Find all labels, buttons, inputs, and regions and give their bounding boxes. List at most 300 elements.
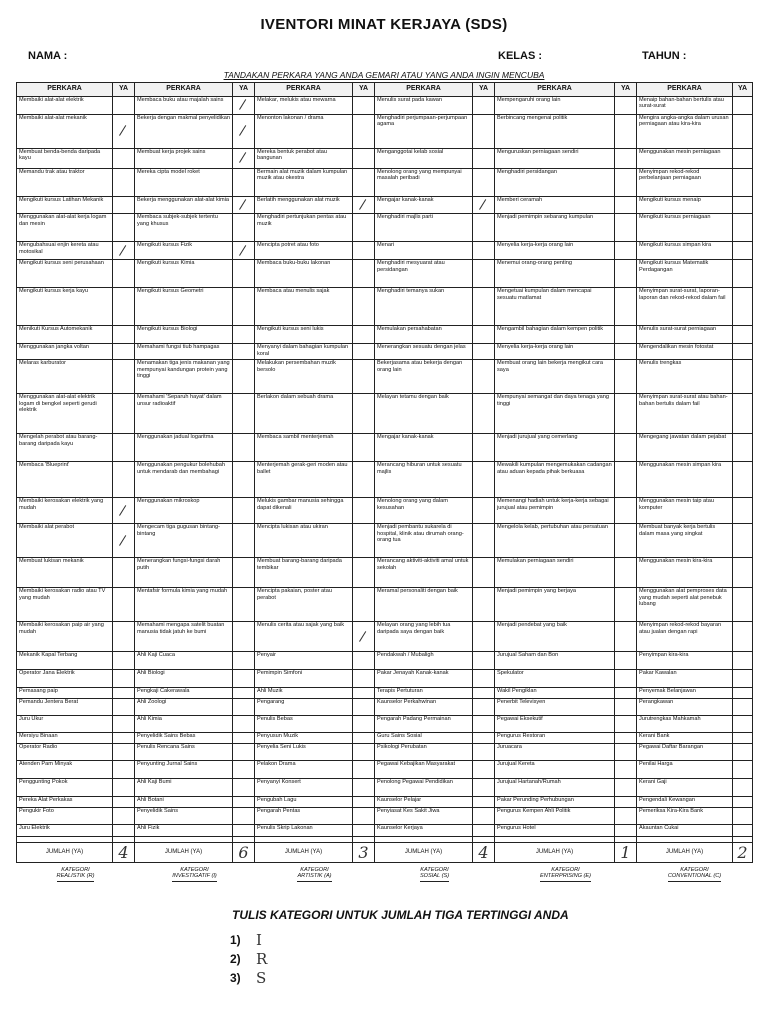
item-text: Mengikuti kursus menaip xyxy=(637,197,733,214)
ya-checkbox[interactable] xyxy=(233,169,255,197)
ya-checkbox[interactable] xyxy=(473,462,495,498)
ya-checkbox[interactable] xyxy=(233,808,255,825)
item-text: Mengikuti kursus Fizik xyxy=(135,242,233,260)
ya-checkbox[interactable] xyxy=(473,670,495,688)
ya-checkbox[interactable] xyxy=(615,260,637,288)
ya-checkbox[interactable] xyxy=(113,744,135,761)
item-text: Terapis Pertuturan xyxy=(375,688,473,699)
ya-checkbox[interactable] xyxy=(615,652,637,670)
item-text: Membaiki kerosakan elektrik yang mudah xyxy=(17,498,113,524)
ya-checkbox[interactable] xyxy=(353,761,375,779)
table-row xyxy=(17,214,753,242)
ya-checkbox[interactable] xyxy=(615,197,637,214)
item-text: Penyair xyxy=(255,652,353,670)
ya-checkbox[interactable] xyxy=(733,652,753,670)
ya-checkbox[interactable] xyxy=(733,744,753,761)
ya-checkbox[interactable] xyxy=(615,622,637,652)
ya-checkbox[interactable] xyxy=(353,115,375,149)
item-text: Mencipta lukisan atau ukiran xyxy=(255,524,353,558)
ya-checkbox[interactable] xyxy=(615,149,637,169)
ya-checkbox[interactable] xyxy=(353,652,375,670)
ya-checkbox[interactable] xyxy=(733,97,753,115)
item-text: Mempengaruhi orang lain xyxy=(495,97,615,115)
item-text: Mengecam tiga gugusan bintang-bintang xyxy=(135,524,233,558)
ya-checkbox[interactable] xyxy=(473,622,495,652)
ya-checkbox[interactable] xyxy=(113,115,135,149)
ya-checkbox[interactable] xyxy=(615,97,637,115)
item-text: Memahami fungsi tiub hampagas xyxy=(135,344,233,360)
ya-checkbox[interactable] xyxy=(733,260,753,288)
category-label: KATEGORI ARTISTIK (A) xyxy=(255,863,375,885)
answer-number: 2) xyxy=(230,951,241,966)
ya-checkbox[interactable] xyxy=(733,779,753,797)
ya-checkbox[interactable] xyxy=(733,115,753,149)
ya-checkbox[interactable] xyxy=(113,670,135,688)
ya-checkbox[interactable] xyxy=(615,797,637,808)
ya-checkbox[interactable] xyxy=(353,326,375,344)
ya-checkbox[interactable] xyxy=(353,688,375,699)
ya-checkbox[interactable] xyxy=(353,169,375,197)
item-text: Menghadiri perjumpaan-perjumpaan agama xyxy=(375,115,473,149)
ya-checkbox[interactable] xyxy=(615,744,637,761)
ya-checkbox[interactable] xyxy=(233,761,255,779)
ya-checkbox[interactable] xyxy=(615,434,637,462)
item-text: Mengajar kanak-kanak xyxy=(375,434,473,462)
item-text: Berlakon dalam sebuah drama xyxy=(255,394,353,434)
ya-checkbox[interactable] xyxy=(113,149,135,169)
ya-checkbox[interactable] xyxy=(233,733,255,744)
item-text: Memulakan perniagaan sendiri xyxy=(495,558,615,588)
category-label: KATEGORI REALISTIK (R) xyxy=(17,863,135,885)
ya-checkbox[interactable] xyxy=(615,498,637,524)
ya-checkbox[interactable] xyxy=(233,197,255,214)
ya-checkbox[interactable] xyxy=(733,288,753,326)
item-text: Ahli Kaji Bumi xyxy=(135,779,233,797)
ya-checkbox[interactable] xyxy=(615,761,637,779)
item-text: Membaiki alat-alat mekanik xyxy=(17,115,113,149)
ya-checkbox[interactable] xyxy=(113,524,135,558)
item-text: Meramal personaliti dengan baik xyxy=(375,588,473,622)
item-text: Penyimpan kira-kira xyxy=(637,652,733,670)
ya-checkbox[interactable] xyxy=(473,434,495,462)
ya-checkbox[interactable] xyxy=(353,242,375,260)
ya-checkbox[interactable] xyxy=(233,242,255,260)
ya-checkbox[interactable] xyxy=(353,524,375,558)
ya-checkbox[interactable] xyxy=(615,344,637,360)
item-text: Pegawai Daftar Barangan xyxy=(637,744,733,761)
ya-checkbox[interactable] xyxy=(233,779,255,797)
ya-checkbox[interactable] xyxy=(233,688,255,699)
ya-checkbox[interactable] xyxy=(233,214,255,242)
table-row xyxy=(17,288,753,326)
item-text: Pemeriksa Kira-Kira Bank xyxy=(637,808,733,825)
ya-checkbox[interactable] xyxy=(473,344,495,360)
ya-checkbox[interactable] xyxy=(615,169,637,197)
ya-checkbox[interactable] xyxy=(473,360,495,394)
ya-checkbox[interactable] xyxy=(733,462,753,498)
ya-checkbox[interactable] xyxy=(733,524,753,558)
item-text: Melayan orang yang lebih tua daripada saya dengan baik xyxy=(375,622,473,652)
ya-checkbox[interactable] xyxy=(233,360,255,394)
item-text: Jurujual Saham dan Bon xyxy=(495,652,615,670)
ya-checkbox[interactable] xyxy=(233,744,255,761)
item-text: Mekanik Kapal Terbang xyxy=(17,652,113,670)
ya-checkbox[interactable] xyxy=(233,344,255,360)
ya-checkbox[interactable] xyxy=(113,797,135,808)
table-row xyxy=(17,652,753,670)
item-text: Melayan tetamu dengan baik xyxy=(375,394,473,434)
ya-checkbox[interactable] xyxy=(233,498,255,524)
ya-checkbox[interactable] xyxy=(615,808,637,825)
ya-checkbox[interactable] xyxy=(353,825,375,837)
item-text: Menjadi pemimpin sebarang kumpulan xyxy=(495,214,615,242)
ya-checkbox[interactable] xyxy=(733,670,753,688)
ya-checkbox[interactable] xyxy=(353,733,375,744)
table-row xyxy=(17,808,753,825)
ya-checkbox[interactable] xyxy=(113,652,135,670)
ya-checkbox[interactable] xyxy=(615,394,637,434)
item-text: Menjadi jurujual yang cemerlang xyxy=(495,434,615,462)
ya-checkbox[interactable] xyxy=(615,462,637,498)
ya-checkbox[interactable] xyxy=(615,115,637,149)
ya-checkbox[interactable] xyxy=(473,260,495,288)
ya-checkbox[interactable] xyxy=(353,260,375,288)
item-text: Operator Radio xyxy=(17,744,113,761)
ya-checkbox[interactable] xyxy=(233,462,255,498)
item-text: Menikuti Kursus Automekanik xyxy=(17,326,113,344)
answer-line[interactable] xyxy=(230,968,267,987)
header-perkara: PERKARA xyxy=(255,83,353,97)
sum-value[interactable]: 3 xyxy=(353,843,375,863)
item-text: Merancang hiburan untuk sesuatu majlis xyxy=(375,462,473,498)
ya-checkbox[interactable] xyxy=(233,394,255,434)
ya-checkbox[interactable] xyxy=(353,360,375,394)
item-text: Memahami 'Separuh hayat' dalam unsur radioaktif xyxy=(135,394,233,434)
ya-checkbox[interactable] xyxy=(733,688,753,699)
tick-mark-icon xyxy=(119,125,128,137)
ya-checkbox[interactable] xyxy=(615,558,637,588)
item-text: Ahli Botani xyxy=(135,797,233,808)
ya-checkbox[interactable] xyxy=(353,288,375,326)
ya-checkbox[interactable] xyxy=(113,214,135,242)
ya-checkbox[interactable] xyxy=(733,360,753,394)
ya-checkbox[interactable] xyxy=(733,197,753,214)
sum-value[interactable]: 4 xyxy=(113,843,135,863)
ya-checkbox[interactable] xyxy=(733,733,753,744)
ya-checkbox[interactable] xyxy=(113,326,135,344)
ya-checkbox[interactable] xyxy=(353,97,375,115)
item-text: Pakar Perunding Perhubungan xyxy=(495,797,615,808)
sum-label: JUMLAH (YA) xyxy=(17,843,113,863)
sum-value[interactable]: 4 xyxy=(473,843,495,863)
tick-mark-icon xyxy=(359,199,368,211)
student-fields xyxy=(28,50,748,66)
ya-checkbox[interactable] xyxy=(615,214,637,242)
header-ya: YA xyxy=(233,83,255,97)
sum-value[interactable]: 2 xyxy=(733,843,753,863)
ya-checkbox[interactable] xyxy=(733,169,753,197)
tahun-label[interactable]: TAHUN : xyxy=(642,50,687,62)
ya-checkbox[interactable] xyxy=(733,716,753,733)
ya-checkbox[interactable] xyxy=(733,808,753,825)
item-text: Penyunting Jurnal Sains xyxy=(135,761,233,779)
ya-checkbox[interactable] xyxy=(473,97,495,115)
category-label: KATEGORI CONVENTIONAL (C) xyxy=(637,863,753,885)
item-text: Membuat banyak kerja bertulis dalam masa yang singkat xyxy=(637,524,733,558)
ya-checkbox[interactable] xyxy=(113,344,135,360)
item-text: Menyimpan rekod-rekod bayaran atau jualan dengan rapi xyxy=(637,622,733,652)
item-text: Menemui orang-orang penting xyxy=(495,260,615,288)
ya-checkbox[interactable] xyxy=(113,242,135,260)
ya-checkbox[interactable] xyxy=(113,260,135,288)
ya-checkbox[interactable] xyxy=(113,825,135,837)
item-text: Kaunselor Kerjaya xyxy=(375,825,473,837)
ya-checkbox[interactable] xyxy=(113,498,135,524)
kelas-label[interactable]: KELAS : xyxy=(498,50,542,62)
ya-checkbox[interactable] xyxy=(353,434,375,462)
ya-checkbox[interactable] xyxy=(353,779,375,797)
item-text: Menghadiri persidangan xyxy=(495,169,615,197)
ya-checkbox[interactable] xyxy=(473,524,495,558)
item-text: Atenden Pam Minyak xyxy=(17,761,113,779)
answer-number: 1) xyxy=(230,932,241,947)
ya-checkbox[interactable] xyxy=(113,360,135,394)
ya-checkbox[interactable] xyxy=(113,394,135,434)
item-text: Memulakan persahabatan xyxy=(375,326,473,344)
ya-checkbox[interactable] xyxy=(733,699,753,716)
ya-checkbox[interactable] xyxy=(233,524,255,558)
ya-checkbox[interactable] xyxy=(233,326,255,344)
ya-checkbox[interactable] xyxy=(113,197,135,214)
ya-checkbox[interactable] xyxy=(615,733,637,744)
ya-checkbox[interactable] xyxy=(473,688,495,699)
ya-checkbox[interactable] xyxy=(233,797,255,808)
ya-checkbox[interactable] xyxy=(733,149,753,169)
ya-checkbox[interactable] xyxy=(353,394,375,434)
ya-checkbox[interactable] xyxy=(233,652,255,670)
ya-checkbox[interactable] xyxy=(473,169,495,197)
ya-checkbox[interactable] xyxy=(353,699,375,716)
nama-label[interactable]: NAMA : xyxy=(28,50,68,62)
ya-checkbox[interactable] xyxy=(615,326,637,344)
ya-checkbox[interactable] xyxy=(113,733,135,744)
header-perkara: PERKARA xyxy=(637,83,733,97)
ya-checkbox[interactable] xyxy=(615,688,637,699)
ya-checkbox[interactable] xyxy=(113,779,135,797)
ya-checkbox[interactable] xyxy=(615,779,637,797)
table-row xyxy=(17,558,753,588)
ya-checkbox[interactable] xyxy=(233,115,255,149)
ya-checkbox[interactable] xyxy=(473,733,495,744)
ya-checkbox[interactable] xyxy=(353,622,375,652)
answer-line[interactable] xyxy=(230,930,267,949)
ya-checkbox[interactable] xyxy=(353,808,375,825)
ya-checkbox[interactable] xyxy=(113,716,135,733)
sum-value[interactable]: 6 xyxy=(233,843,255,863)
ya-checkbox[interactable] xyxy=(615,288,637,326)
ya-checkbox[interactable] xyxy=(353,558,375,588)
item-text: Ahli Biologi xyxy=(135,670,233,688)
item-text: Mengajar kanak-kanak xyxy=(375,197,473,214)
ya-checkbox[interactable] xyxy=(615,588,637,622)
ya-checkbox[interactable] xyxy=(473,825,495,837)
item-text: Pemimpin Simfoni xyxy=(255,670,353,688)
ya-checkbox[interactable] xyxy=(473,197,495,214)
ya-checkbox[interactable] xyxy=(473,744,495,761)
item-text: Penerbit Televisyen xyxy=(495,699,615,716)
item-text: Mereka cipta model roket xyxy=(135,169,233,197)
item-text: Membaca 'Blueprint' xyxy=(17,462,113,498)
ya-checkbox[interactable] xyxy=(233,825,255,837)
ya-checkbox[interactable] xyxy=(733,242,753,260)
item-text: Pengurus Kempen Ahli Politik xyxy=(495,808,615,825)
ya-checkbox[interactable] xyxy=(353,588,375,622)
ya-checkbox[interactable] xyxy=(113,558,135,588)
ya-checkbox[interactable] xyxy=(733,588,753,622)
ya-checkbox[interactable] xyxy=(113,761,135,779)
ya-checkbox[interactable] xyxy=(233,622,255,652)
ya-checkbox[interactable] xyxy=(113,288,135,326)
ya-checkbox[interactable] xyxy=(733,797,753,808)
tick-mark-icon xyxy=(359,631,368,643)
ya-checkbox[interactable] xyxy=(733,498,753,524)
ya-checkbox[interactable] xyxy=(233,588,255,622)
ya-checkbox[interactable] xyxy=(733,394,753,434)
ya-checkbox[interactable] xyxy=(233,558,255,588)
item-text: Bekerjasama atau bekerja dengan orang lain xyxy=(375,360,473,394)
item-text: Mengelah perabot atau barang-barang daripada kayu xyxy=(17,434,113,462)
table-row xyxy=(17,744,753,761)
ya-checkbox[interactable] xyxy=(113,434,135,462)
ya-checkbox[interactable] xyxy=(233,97,255,115)
item-text: Pereka Alat Perkakas xyxy=(17,797,113,808)
item-text: Menggunakan mikroskop xyxy=(135,498,233,524)
ya-checkbox[interactable] xyxy=(473,699,495,716)
item-text: Mersiyu Binaan xyxy=(17,733,113,744)
ya-checkbox[interactable] xyxy=(113,97,135,115)
table-row xyxy=(17,260,753,288)
ya-checkbox[interactable] xyxy=(473,115,495,149)
ya-checkbox[interactable] xyxy=(353,797,375,808)
ya-checkbox[interactable] xyxy=(473,498,495,524)
ya-checkbox[interactable] xyxy=(353,462,375,498)
ya-checkbox[interactable] xyxy=(615,360,637,394)
ya-checkbox[interactable] xyxy=(353,670,375,688)
item-text: Ahli Fizik xyxy=(135,825,233,837)
item-text: Menulis cerita atau sajak yang baik xyxy=(255,622,353,652)
ya-checkbox[interactable] xyxy=(113,699,135,716)
ya-checkbox[interactable] xyxy=(353,498,375,524)
item-text: Menggunakan pengukur bolehubah untuk mendarab dan membahagi xyxy=(135,462,233,498)
ya-checkbox[interactable] xyxy=(615,242,637,260)
ya-checkbox[interactable] xyxy=(233,670,255,688)
table-row xyxy=(17,588,753,622)
ya-checkbox[interactable] xyxy=(353,214,375,242)
answer-line[interactable] xyxy=(230,949,267,968)
ya-checkbox[interactable] xyxy=(353,149,375,169)
ya-checkbox[interactable] xyxy=(733,214,753,242)
item-text: Ahli Kaji Cuaca xyxy=(135,652,233,670)
item-text: Penyanyi Konsert xyxy=(255,779,353,797)
ya-checkbox[interactable] xyxy=(113,462,135,498)
item-text: Membuat kerja projek sains xyxy=(135,149,233,169)
ya-checkbox[interactable] xyxy=(473,558,495,588)
ya-checkbox[interactable] xyxy=(353,197,375,214)
item-text: Pengarah Padang Permainan xyxy=(375,716,473,733)
ya-checkbox[interactable] xyxy=(473,394,495,434)
sum-label: JUMLAH (YA) xyxy=(637,843,733,863)
ya-checkbox[interactable] xyxy=(113,688,135,699)
ya-checkbox[interactable] xyxy=(733,622,753,652)
ya-checkbox[interactable] xyxy=(233,699,255,716)
ya-checkbox[interactable] xyxy=(353,744,375,761)
ya-checkbox[interactable] xyxy=(353,716,375,733)
ya-checkbox[interactable] xyxy=(733,434,753,462)
ya-checkbox[interactable] xyxy=(233,716,255,733)
ya-checkbox[interactable] xyxy=(353,344,375,360)
ya-checkbox[interactable] xyxy=(615,524,637,558)
ya-checkbox[interactable] xyxy=(615,699,637,716)
ya-checkbox[interactable] xyxy=(615,716,637,733)
ya-checkbox[interactable] xyxy=(233,260,255,288)
ya-checkbox[interactable] xyxy=(733,326,753,344)
ya-checkbox[interactable] xyxy=(113,588,135,622)
ya-checkbox[interactable] xyxy=(733,761,753,779)
item-text: Operator Jana Elektrik xyxy=(17,670,113,688)
ya-checkbox[interactable] xyxy=(473,288,495,326)
ya-checkbox[interactable] xyxy=(233,288,255,326)
item-text: Menulis surat pada kawan xyxy=(375,97,473,115)
ya-checkbox[interactable] xyxy=(615,825,637,837)
ya-checkbox[interactable] xyxy=(473,808,495,825)
item-text: Mencipta pakaian, poster atau perabot xyxy=(255,588,353,622)
item-text: Menari xyxy=(375,242,473,260)
ya-checkbox[interactable] xyxy=(473,797,495,808)
ya-checkbox[interactable] xyxy=(473,716,495,733)
ya-checkbox[interactable] xyxy=(473,761,495,779)
ya-checkbox[interactable] xyxy=(473,242,495,260)
ya-checkbox[interactable] xyxy=(473,326,495,344)
ya-checkbox[interactable] xyxy=(473,779,495,797)
item-text: Mengetuai kumpulan dalam mencapai sesuatu matlamat xyxy=(495,288,615,326)
ya-checkbox[interactable] xyxy=(615,670,637,688)
item-text: Pengarang xyxy=(255,699,353,716)
ya-checkbox[interactable] xyxy=(733,825,753,837)
ya-checkbox[interactable] xyxy=(473,214,495,242)
ya-checkbox[interactable] xyxy=(233,434,255,462)
table-row xyxy=(17,825,753,837)
item-text: Penulis Bebas xyxy=(255,716,353,733)
ya-checkbox[interactable] xyxy=(233,149,255,169)
table-row xyxy=(17,498,753,524)
sum-row xyxy=(17,843,753,863)
item-text: Menyimpan rekod-rekod perbelanjaan perniagaan xyxy=(637,169,733,197)
item-text: Menyanyi dalam bahagian kumpulan koral xyxy=(255,344,353,360)
ya-checkbox[interactable] xyxy=(733,344,753,360)
sum-value[interactable]: 1 xyxy=(615,843,637,863)
ya-checkbox[interactable] xyxy=(113,169,135,197)
ya-checkbox[interactable] xyxy=(113,622,135,652)
ya-checkbox[interactable] xyxy=(733,558,753,588)
table-row xyxy=(17,779,753,797)
ya-checkbox[interactable] xyxy=(473,149,495,169)
table-row xyxy=(17,797,753,808)
ya-checkbox[interactable] xyxy=(473,652,495,670)
ya-checkbox[interactable] xyxy=(473,588,495,622)
instruction-text: TANDAKAN PERKARA YANG ANDA GEMARI ATAU YANG ANDA INGIN MENCUBA xyxy=(223,70,545,80)
item-text: Pengkaji Cakerawala xyxy=(135,688,233,699)
ya-checkbox[interactable] xyxy=(113,808,135,825)
